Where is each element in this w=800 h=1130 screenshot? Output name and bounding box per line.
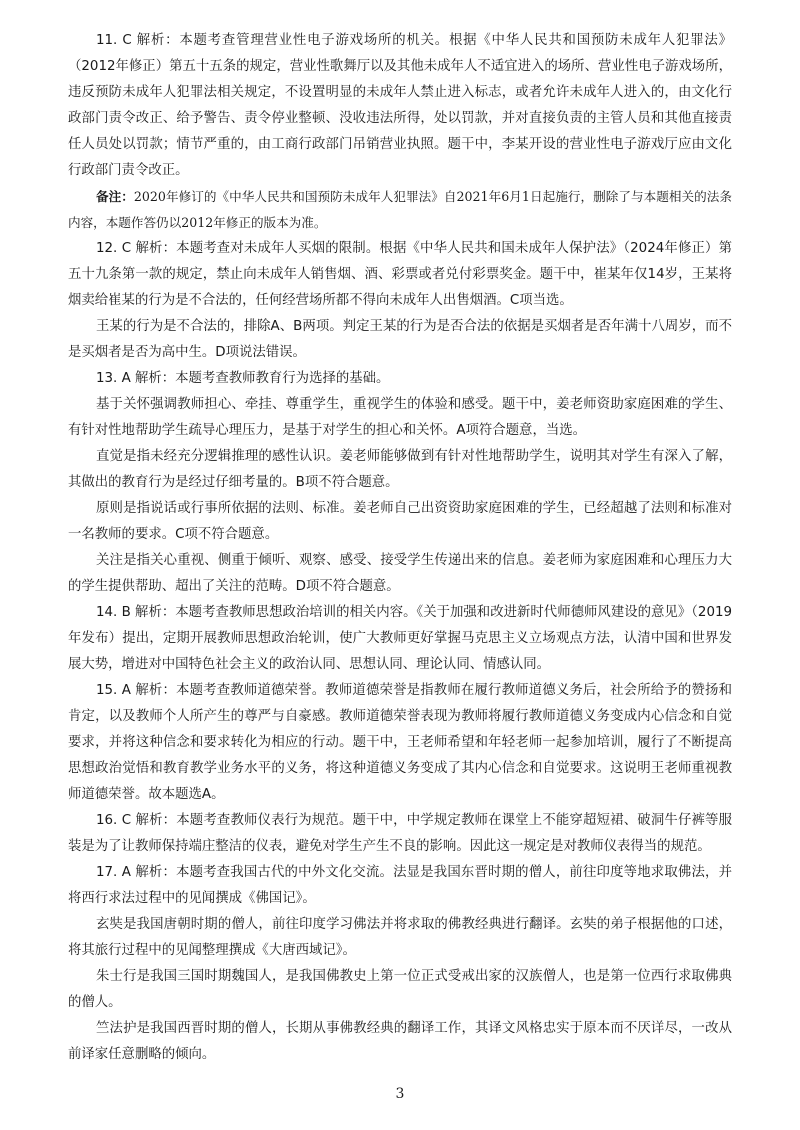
analysis-label: 解析： [135,605,176,620]
explanation-paragraph: 关注是指关心重视、侧重于倾听、观察、感受、接受学生传递出来的信息。姜老师为家庭困难和心理压力大的学生提供帮助、超出了关注的范畴。D项不符合题意。 [68,553,732,594]
explanation-16 [68,808,732,860]
question-number: 16. [96,813,118,828]
question-number: 12. [96,241,118,256]
explanation-paragraph: 王某的行为是不合法的，排除A、B两项。判定王某的行为是否合法的依据是买烟者是否年满十八周岁，而不是买烟者是否为高中生。D项说法错误。 [68,319,732,360]
answer-letter: A [121,683,131,698]
analysis-label: 解析： [136,33,180,48]
note-text: 2020年修订的《中华人民共和国预防未成年人犯罪法》自2021年6月1日起施行，删除了与本题相关的法条内容，本题作答仍以2012年修正的版本为准。 [68,189,733,230]
answer-letter: B [121,605,131,620]
analysis-label: 解析： [135,683,177,698]
explanation-14 [68,600,732,678]
explanation-paragraph: 朱士行是我国三国时期魏国人，是我国佛教史上第一位正式受戒出家的汉族僧人，也是第一位西行求取佛典的僧人。 [68,969,732,1010]
analysis-label: 解析： [135,241,177,256]
explanation-17 [68,860,732,912]
explanation-paragraph: 原则是指说话或行事所依据的法则、标准。姜老师自己出资资助家庭困难的学生，已经超越了法则和标准对一名教师的要求。C项不符合题意。 [68,501,732,542]
analysis-label: 解析： [135,865,177,880]
note-paragraph [68,184,732,236]
explanation-paragraph: 基于关怀强调教师担心、牵挂、尊重学生，重视学生的体验和感受。题干中，姜老师资助家庭困难的学生、有针对性地帮助学生疏导心理压力，是基于对学生的担心和关怀。A项符合题意，当选。 [68,397,732,438]
explanation-text: 本题考查我国古代的中外文化交流。法显是我国东晋时期的僧人，前往印度等地求取佛法，并将西行求法过程中的见闻撰成《佛国记》。 [68,865,733,906]
answer-letter: C [121,813,132,828]
question-number: 14. [96,605,118,620]
analysis-label: 解析： [135,813,177,828]
explanation-paragraph: 玄奘是我国唐朝时期的僧人，前往印度学习佛法并将求取的佛教经典进行翻译。玄奘的弟子根据他的口述，将其旅行过程中的见闻整理撰成《大唐西域记》。 [68,917,732,958]
explanation-text: 本题考查对未成年人买烟的限制。根据《中华人民共和国未成年人保护法》（2024年修正）第五十九条第一款的规定，禁止向未成年人销售烟、酒、彩票或者兑付彩票奖金。题干中，崔某年仅14岁，王某将烟卖给崔某的行为是不合法的，任何经营场所都不得向未成年人出售烟酒。C项当选。 [68,241,732,308]
explanation-text: 本题考查教师教育行为选择的基础。 [175,371,390,386]
note-label: 备注： [96,189,134,204]
question-number: 15. [96,683,118,698]
explanation-15 [68,678,732,808]
answer-letter: C [122,33,132,48]
explanation-text: 本题考查教师道德荣誉。教师道德荣誉是指教师在履行教师道德义务后，社会所给予的赞扬和肯定，以及教师个人所产生的尊严与自豪感。教师道德荣誉表现为教师将履行教师道德义务变成内心信念和自觉要求，并将这种信念和要求转化为相应的行动。题干中，王老师希望和年轻老师一起参加培训，履行了不断提高思想政治觉悟和教育教学业务水平的义务，将这种道德义务变成了其内心信念和自觉要求。这说明王老师重视教师道德荣誉。故本题选A。 [68,683,733,802]
answer-letter: A [121,865,131,880]
explanation-paragraph: 直觉是指未经充分逻辑推理的感性认识。姜老师能够做到有针对性地帮助学生，说明其对学生有深入了解，其做出的教育行为是经过仔细考量的。B项不符合题意。 [68,449,732,490]
explanation-text: 本题考查教师仪表行为规范。题干中，中学规定教师在课堂上不能穿超短裙、破洞牛仔裤等服装是为了让教师保持端庄整洁的仪表，避免对学生产生不良的影响。因此这一规定是对教师仪表得当的规范。 [68,813,733,854]
explanation-text: 本题考查管理营业性电子游戏场所的机关。根据《中华人民共和国预防未成年人犯罪法》（2012年修正）第五十五条的规定，营业性歌舞厅以及其他未成年人不适宜进入的场所、营业性电子游戏场所，违反预防未成年人犯罪法相关规定，不设置明显的未成年人禁止进入标志，或者允许未成年人进入的，由文化行政部门责令改正、给予警告、责令停业整顿、没收违法所得，处以罚款，并对直接负责的主管人员和其他直接责任人员处以罚款；情节严重的，由工商行政部门吊销营业执照。题干中，李某开设的营业性电子游戏厅应由文化行政部门责令改正。 [68,33,732,178]
explanation-paragraph: 竺法护是我国西晋时期的僧人，长期从事佛教经典的翻译工作，其译文风格忠实于原本而不厌详尽，一改从前译家任意删略的倾向。 [68,1021,732,1062]
question-number: 17. [96,865,118,880]
question-number: 13. [96,371,118,386]
explanation-12 [68,236,732,314]
answer-letter: A [121,371,131,386]
analysis-label: 解析： [135,371,176,386]
page-number: 3 [395,1086,405,1102]
explanation-11 [68,28,732,184]
explanation-text: 本题考查教师思想政治培训的相关内容。《关于加强和改进新时代师德师风建设的意见》（2019年发布）提出，定期开展教师思想政治轮训，使广大教师更好掌握马克思主义立场观点方法，认清中国和世界发展大势，增进对中国特色社会主义的政治认同、思想认同、理论认同、情感认同。 [68,605,733,672]
explanation-13 [68,366,732,392]
answer-letter: C [121,241,132,256]
question-number: 11. [96,33,118,48]
